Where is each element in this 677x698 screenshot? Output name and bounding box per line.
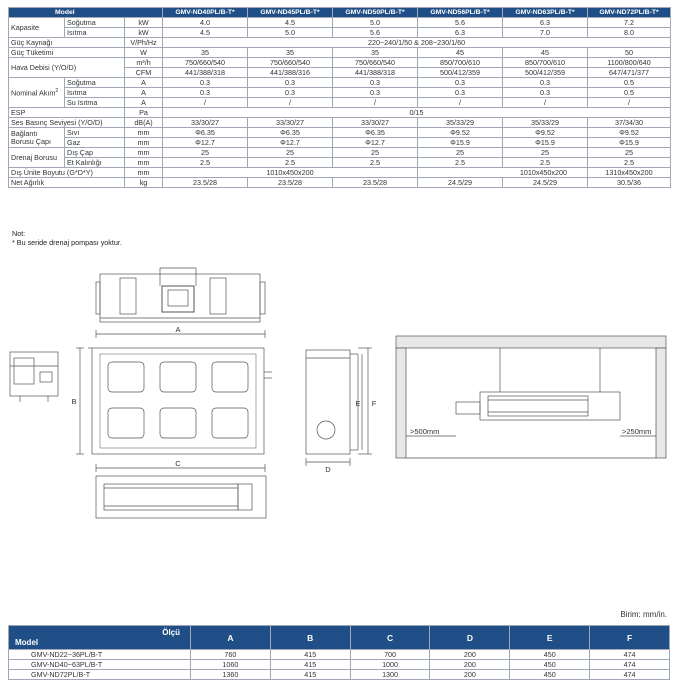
row-nominal-akim-heat: [9, 88, 671, 98]
value-cell: 24.5/29: [503, 178, 588, 188]
unit-cell: m³/h: [125, 58, 163, 68]
param-label: [9, 78, 65, 108]
value-cell: /: [588, 98, 671, 108]
value-cell: 5.0: [333, 18, 418, 28]
value-cell: 441/388/318: [163, 68, 248, 78]
dim-label-e: E: [355, 399, 361, 408]
param-label: Kapasite: [9, 18, 65, 38]
value-cell: 35/33/29: [503, 118, 588, 128]
note-line: * Bu seride drenaj pompası yoktur.: [12, 238, 122, 247]
dims-header: F: [590, 626, 670, 650]
unit-cell: Pa: [125, 108, 163, 118]
value-cell: 2.5: [503, 158, 588, 168]
dims-cell: 200: [430, 660, 510, 670]
param-label: Ses Basınç Seviyesi (Y/O/D): [9, 118, 125, 128]
unit-note: Birim: mm/in.: [620, 610, 667, 619]
param-label: Net Ağırlık: [9, 178, 125, 188]
dims-header-row: [9, 626, 670, 650]
value-cell: 1010x450x200: [418, 168, 588, 178]
row-kapasite-cool: [9, 18, 671, 28]
dims-cell: 1000: [350, 660, 430, 670]
value-cell: Φ6.35: [333, 128, 418, 138]
dims-cell: 450: [510, 660, 590, 670]
row-nominal-akim-cool: [9, 78, 671, 88]
value-cell: 24.5/29: [418, 178, 503, 188]
value-cell: /: [418, 98, 503, 108]
dims-cell: 200: [430, 670, 510, 680]
value-cell: Φ9.52: [418, 128, 503, 138]
value-cell: 25: [248, 148, 333, 158]
sub-label: Sıvı: [65, 128, 125, 138]
value-cell: 35: [248, 48, 333, 58]
unit-cell: mm: [125, 128, 163, 138]
unit-cell: mm: [125, 168, 163, 178]
value-cell: 5.6: [418, 18, 503, 28]
param-label: Hava Debisi (Y/O/D): [9, 58, 125, 78]
sub-label: Dış Çap: [65, 148, 125, 158]
value-cell: 35: [163, 48, 248, 58]
value-cell: 6.3: [503, 18, 588, 28]
param-label: Güç Tüketimi: [9, 48, 125, 58]
row-guc-tuketimi: [9, 48, 671, 58]
sub-label: Isıtma: [65, 28, 125, 38]
dims-header: E: [510, 626, 590, 650]
value-cell: 0.3: [418, 88, 503, 98]
value-cell: Φ12.7: [163, 138, 248, 148]
value-cell: 25: [503, 148, 588, 158]
value-cell: 8.0: [588, 28, 671, 38]
dims-cell: 415: [270, 650, 350, 660]
value-cell: 7.0: [503, 28, 588, 38]
dims-model: GMV-ND22~36PL/B-T: [9, 650, 191, 660]
value-cell: Φ15.9: [503, 138, 588, 148]
unit-cell: mm: [125, 138, 163, 148]
unit-cell: A: [125, 78, 163, 88]
clearance-250-label: >250mm: [622, 427, 652, 436]
unit-cell: mm: [125, 148, 163, 158]
row-kapasite-heat: [9, 28, 671, 38]
table-row: [9, 660, 670, 670]
value-cell: Φ6.35: [248, 128, 333, 138]
dim-label-a: A: [175, 325, 181, 334]
clearance-500-label: >500mm: [410, 427, 440, 436]
value-cell: 45: [503, 48, 588, 58]
value-cell: 4.5: [248, 18, 333, 28]
dims-header: D: [430, 626, 510, 650]
value-cell: Φ12.7: [333, 138, 418, 148]
value-cell: Φ6.35: [163, 128, 248, 138]
row-guc-kaynagi: [9, 38, 671, 48]
nominal-akim-sup: 2: [55, 88, 59, 95]
dims-header: A: [191, 626, 271, 650]
model-col: GMV-ND56PL/B-T*: [418, 8, 503, 18]
value-cell: 0.3: [248, 88, 333, 98]
value-cell: 50: [588, 48, 671, 58]
value-cell: 850/700/610: [418, 58, 503, 68]
dim-label-b: B: [71, 397, 77, 406]
dims-cell: 474: [590, 670, 670, 680]
note-title: Not:: [12, 229, 26, 238]
dims-cell: 474: [590, 660, 670, 670]
value-cell: 33/30/27: [163, 118, 248, 128]
row-ses: [9, 118, 671, 128]
value-cell: 4.0: [163, 18, 248, 28]
value-cell: 750/660/540: [333, 58, 418, 68]
value-cell: 25: [418, 148, 503, 158]
value-cell: 1010x450x200: [163, 168, 418, 178]
value-cell: 30.5/36: [588, 178, 671, 188]
value-cell: /: [503, 98, 588, 108]
value-cell: 0.3: [503, 88, 588, 98]
row-drenaj-od: [9, 148, 671, 158]
row-dis-boyut: [9, 168, 671, 178]
nominal-akim-label: Nominal Akım: [11, 88, 56, 98]
value-cell: Φ9.52: [503, 128, 588, 138]
dim-label-f: F: [371, 399, 377, 408]
row-net-agirlik: [9, 178, 671, 188]
sub-label: Su Isıtma: [65, 98, 125, 108]
value-cell: 23.5/28: [333, 178, 418, 188]
dims-corner-size: Ölçü: [162, 628, 180, 637]
spec-header-row: [9, 8, 671, 18]
value-cell: 647/471/377: [588, 68, 671, 78]
value-cell: 37/34/30: [588, 118, 671, 128]
sub-label: Gaz: [65, 138, 125, 148]
unit-cell: dB(A): [125, 118, 163, 128]
row-esp: [9, 108, 671, 118]
value-cell: 0.3: [333, 78, 418, 88]
value-cell: 0/15: [163, 108, 671, 118]
dims-cell: 1360: [191, 670, 271, 680]
value-cell: 2.5: [248, 158, 333, 168]
unit-cell: mm: [125, 158, 163, 168]
value-cell: 500/412/359: [418, 68, 503, 78]
value-cell: 1100/800/640: [588, 58, 671, 68]
top-view-drawing: [96, 268, 265, 322]
model-col: GMV-ND63PL/B-T*: [503, 8, 588, 18]
value-cell: /: [163, 98, 248, 108]
row-hava-debisi-m3h: [9, 58, 671, 68]
value-cell: 0.3: [333, 88, 418, 98]
unit-cell: CFM: [125, 68, 163, 78]
value-cell: 2.5: [418, 158, 503, 168]
front-view-drawing: [88, 348, 272, 454]
row-baglanti-sivi: [9, 128, 671, 138]
dims-cell: 450: [510, 650, 590, 660]
installation-view-drawing: [396, 336, 666, 458]
model-header: Model: [9, 8, 163, 18]
row-baglanti-gaz: [9, 138, 671, 148]
dims-cell: 1060: [191, 660, 271, 670]
value-cell: 7.2: [588, 18, 671, 28]
dims-model: GMV-ND72PL/B-T: [9, 670, 191, 680]
value-cell: 750/660/540: [248, 58, 333, 68]
unit-cell: A: [125, 98, 163, 108]
value-cell: /: [333, 98, 418, 108]
value-cell: 0.3: [248, 78, 333, 88]
dims-corner-model: Model: [15, 638, 39, 647]
value-cell: 5.0: [248, 28, 333, 38]
value-cell: 1310x450x200: [588, 168, 671, 178]
value-cell: 23.5/28: [163, 178, 248, 188]
param-label: Drenaj Borusu: [9, 148, 65, 168]
value-cell: 0.3: [418, 78, 503, 88]
value-cell: 441/388/318: [333, 68, 418, 78]
value-cell: 0.5: [588, 88, 671, 98]
value-cell: 35/33/29: [418, 118, 503, 128]
value-cell: 33/30/27: [333, 118, 418, 128]
dims-corner: [9, 626, 191, 650]
unit-cell: A: [125, 88, 163, 98]
dimension-table: [8, 625, 670, 680]
value-cell: 2.5: [163, 158, 248, 168]
value-cell: 5.6: [333, 28, 418, 38]
value-cell: 0.3: [163, 78, 248, 88]
table-row: [9, 670, 670, 680]
dims-cell: 474: [590, 650, 670, 660]
dims-cell: 415: [270, 660, 350, 670]
unit-cell: kW: [125, 28, 163, 38]
value-cell: 23.5/28: [248, 178, 333, 188]
value-cell: 850/700/610: [503, 58, 588, 68]
dims-header: C: [350, 626, 430, 650]
unit-cell: kg: [125, 178, 163, 188]
table-row: [9, 650, 670, 660]
dims-cell: 200: [430, 650, 510, 660]
value-cell: 45: [418, 48, 503, 58]
unit-cell: W: [125, 48, 163, 58]
model-col: GMV-ND40PL/B-T*: [163, 8, 248, 18]
row-drenaj-wall: [9, 158, 671, 168]
dims-cell: 415: [270, 670, 350, 680]
value-cell: 500/412/359: [503, 68, 588, 78]
back-view-drawing: [96, 476, 266, 518]
value-cell: 35: [333, 48, 418, 58]
sub-label: Soğutma: [65, 78, 125, 88]
left-side-view-drawing: [10, 352, 58, 402]
value-cell: 2.5: [333, 158, 418, 168]
param-label: Güç Kaynağı: [9, 38, 125, 48]
value-cell: 441/388/316: [248, 68, 333, 78]
dims-model: GMV-ND40~63PL/B-T: [9, 660, 191, 670]
value-cell: Φ12.7: [248, 138, 333, 148]
dim-label-d: D: [325, 465, 331, 474]
value-cell: 220~240/1/50 & 208~230/1/60: [163, 38, 671, 48]
value-cell: 33/30/27: [248, 118, 333, 128]
dims-cell: 1300: [350, 670, 430, 680]
side-view-drawing: [306, 350, 361, 454]
sub-label: Et Kalınlığı: [65, 158, 125, 168]
dims-cell: 760: [191, 650, 271, 660]
value-cell: 750/660/540: [163, 58, 248, 68]
model-col: GMV-ND50PL/B-T*: [333, 8, 418, 18]
value-cell: 0.3: [163, 88, 248, 98]
value-cell: 0.3: [503, 78, 588, 88]
value-cell: Φ9.52: [588, 128, 671, 138]
unit-cell: kW: [125, 18, 163, 28]
model-col: GMV-ND45PL/B-T*: [248, 8, 333, 18]
dims-header: B: [270, 626, 350, 650]
spec-table: [8, 7, 671, 188]
value-cell: Φ15.9: [418, 138, 503, 148]
value-cell: 25: [588, 148, 671, 158]
value-cell: 0.5: [588, 78, 671, 88]
param-label: Bağlantı Borusu Çapı: [9, 128, 65, 148]
param-label: Dış Ünite Boyutu (G*D*Y): [9, 168, 125, 178]
dims-cell: 450: [510, 670, 590, 680]
sub-label: Soğutma: [65, 18, 125, 28]
dims-cell: 700: [350, 650, 430, 660]
value-cell: 25: [333, 148, 418, 158]
model-col: GMV-ND72PL/B-T*: [588, 8, 671, 18]
value-cell: 25: [163, 148, 248, 158]
value-cell: 2.5: [588, 158, 671, 168]
value-cell: 4.5: [163, 28, 248, 38]
value-cell: Φ15.9: [588, 138, 671, 148]
value-cell: 6.3: [418, 28, 503, 38]
param-label: ESP: [9, 108, 125, 118]
sub-label: Isıtma: [65, 88, 125, 98]
unit-cell: V/Ph/Hz: [125, 38, 163, 48]
technical-drawings: [0, 262, 677, 607]
dim-label-c: C: [175, 459, 181, 468]
value-cell: /: [248, 98, 333, 108]
row-nominal-akim-water: [9, 98, 671, 108]
